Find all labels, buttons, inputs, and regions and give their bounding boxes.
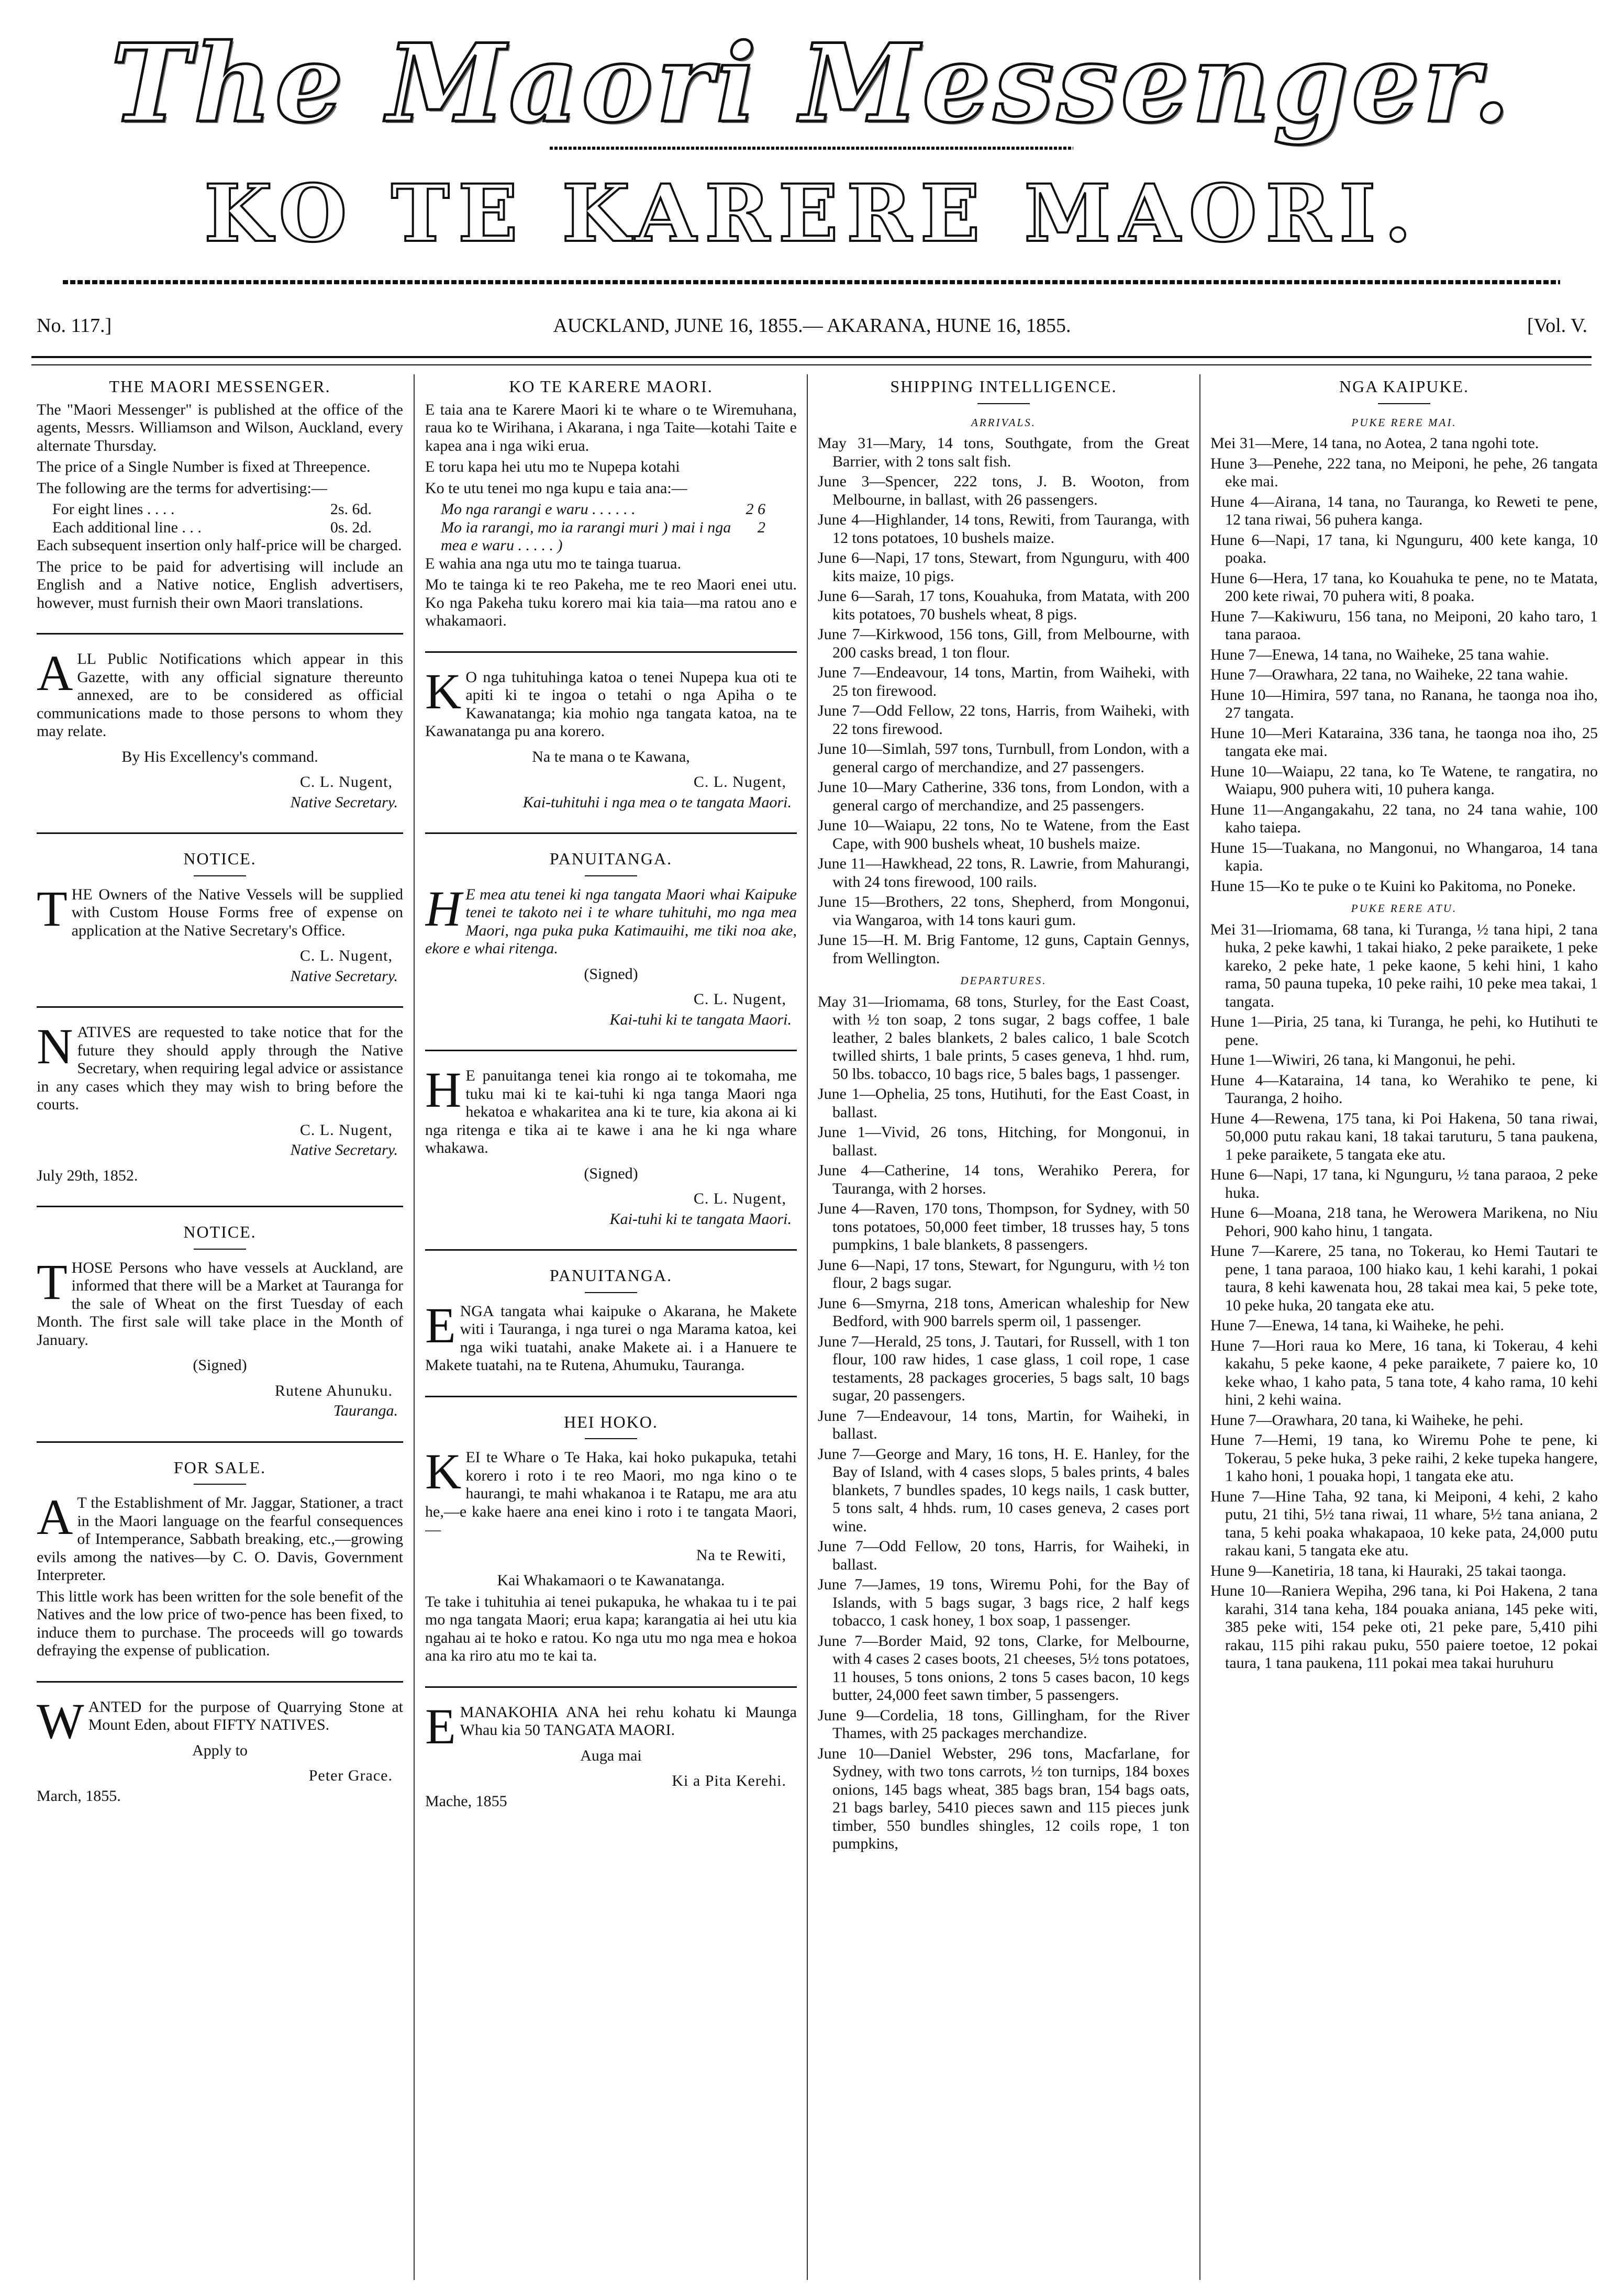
price-value: 0s. 2d. (330, 518, 372, 536)
shipping-entry: Hune 7—Kakiwuru, 156 tana, no Meiponi, 20 kaho taro, 1 tana paraoa. (1210, 607, 1598, 643)
shipping-entry: Hune 7—Enewa, 14 tana, ki Waiheke, he pehi. (1210, 1317, 1505, 1334)
section-rule (425, 1686, 797, 1688)
masthead-rule (550, 147, 1073, 150)
signature: C. L. Nugent, (693, 991, 786, 1008)
panuitanga-section (425, 1062, 797, 1228)
wanted-section (425, 1698, 797, 1811)
hei-hoko-section (425, 1413, 797, 1665)
signature: Rutene Ahunuku. (275, 1382, 393, 1399)
departures-list (1210, 921, 1598, 1673)
price-label: For eight lines . . . . (52, 500, 175, 518)
shipping-entry: June 10—Waiapu, 22 tons, No te Watene, from the East Cape, with 900 bushels wheat, 10 bushels maize. (818, 817, 1189, 852)
section-rule (425, 1249, 797, 1251)
section-rule (425, 1396, 797, 1397)
shipping-entry: June 7—Kirkwood, 156 tons, Gill, from Melbourne, with 200 casks bread, 1 ton flour. (818, 626, 1189, 661)
signature-title: Kai-tuhi ki te tangata Maori. (609, 1010, 792, 1028)
paragraph: ALL Public Notifications which appear in this Gazette, with any official signature thereunto annexed, are to be considered as official communications made to those persons to whom they may relate. (37, 645, 403, 740)
paragraph: HE panuitanga tenei kia rongo ai te tokomaha, me tuku mai ki te kai-tuhi ki nga tanga Maori nga hekatoa e whakaritea ana ki te ture, kia akona ai ki nga ritenga e tika ai te kawe i ana he ki nga whare whakawa. (425, 1062, 797, 1156)
section-heading: KO TE KARERE MAORI. (509, 377, 713, 396)
shipping-entry: June 7—Endeavour, 14 tons, Martin, for Waiheki, in ballast. (818, 1407, 1189, 1442)
shipping-entry: June 7—Herald, 25 tons, J. Tautari, for Russell, with 1 ton flour, 100 raw hides, 1 case glass, 1 coil rope, 1 case testaments, 28 packages groceries, 5 bags salt, 10 bags sugar, 20 passengers. (818, 1332, 1189, 1404)
shipping-entry: June 6—Napi, 17 tons, Stewart, for Ngunguru, with ½ ton flour, 2 bags sugar. (818, 1256, 1189, 1292)
notice-date: Mache, 1855 (425, 1792, 507, 1810)
column-divider (1199, 374, 1200, 2280)
paragraph: The price to be paid for advertising will include an English and a Native notice, English advertisers, however, must furnish their own Maori translations. (37, 558, 403, 611)
shipping-entry: Hune 10—Himira, 597 tana, no Ranana, he taonga noa iho, 27 tangata. (1210, 686, 1598, 721)
signature: Peter Grace. (308, 1767, 393, 1784)
issue-volume: [Vol. V. (1527, 315, 1587, 337)
apply-line: Apply to (192, 1741, 248, 1759)
section-heading: NGA KAIPUKE. (1339, 377, 1469, 396)
paragraph: ENGA tangata whai kaipuke o Akarana, he Makete witi i Tauranga, i nga turei o nga Marama katoa, kei nga wiki tuatahi, anake Makete ai. i a Hanuere te Makete tuatahi, na te Rutena, Ahumuku, Tauranga. (425, 1297, 797, 1374)
paragraph: WANTED for the purpose of Quarrying Stone at Mount Eden, about FIFTY NATIVES. (37, 1693, 403, 1749)
shipping-entry: June 6—Sarah, 17 tons, Kouahuka, from Matata, with 200 kits potatoes, 70 bushels wheat, 8 pigs. (818, 587, 1189, 623)
shipping-entry: June 3—Spencer, 222 tons, J. B. Wooton, from Melbourne, in ballast, with 26 passengers. (818, 473, 1189, 508)
notice-section (37, 1223, 403, 1420)
public-notification (37, 645, 403, 811)
shipping-entry: Hune 1—Wiwiri, 26 tana, ki Mangonui, he pehi. (1210, 1051, 1516, 1069)
departures-heading: DEPARTURES. (960, 974, 1047, 987)
signature: C. L. Nugent, (299, 1121, 393, 1139)
shipping-entry: Hune 4—Airana, 14 tana, no Tauranga, ko Reweti te pene, 12 tana riwai, 56 puhera kanga. (1210, 493, 1598, 528)
shipping-entry: Mei 31—Mere, 14 tana, no Aotea, 2 tana ngohi tote. (1210, 435, 1539, 452)
paragraph: AT the Establishment of Mr. Jaggar, Stationer, a tract in the Maori language on the fearful consequences of Intemperance, Sabbath breaking, etc.,—growing evils among the natives—by C. O. Davis, Government Interpreter. (37, 1489, 403, 1584)
shipping-entry: June 6—Smyrna, 218 tons, American whaleship for New Bedford, with 900 barrels sperm oil, 1 passenger. (818, 1294, 1189, 1330)
command-line: Na te mana o te Kawana, (532, 748, 690, 765)
masthead-subtitle: KO TE KARERE MAORI. (204, 168, 1420, 260)
signature: C. L. Nugent, (693, 1190, 786, 1207)
shipping-entry: June 7—Endeavour, 14 tons, Martin, from Waiheki, with 25 ton firewood. (818, 664, 1189, 699)
about-section (37, 377, 403, 612)
shipping-entry: Hune 6—Napi, 17 tana, ki Ngunguru, ½ tana paraoa, 2 peke huka. (1210, 1166, 1598, 1201)
section-heading: HEI HOKO. (564, 1412, 658, 1431)
paragraph: Ko te utu tenei mo nga kupu e taia ana:— (425, 479, 687, 497)
shipping-entry: June 1—Ophelia, 25 tons, Hutihuti, for the East Coast, in ballast. (818, 1085, 1189, 1121)
masthead-rule (63, 280, 1560, 284)
signature-place: Tauranga. (333, 1402, 398, 1419)
paragraph: The following are the terms for advertising:— (37, 479, 327, 497)
section-rule (37, 1206, 403, 1207)
issue-date: AUCKLAND, JUNE 16, 1855.— AKARANA, HUNE 16, 1855. (553, 315, 1071, 337)
paragraph: THOSE Persons who have vessels at Auckland, are informed that there will be a Market at Tauranga for the sale of Wheat on the first Tuesday of each Month. The first sale will take place in the Month of January. (37, 1253, 403, 1349)
signature-title: Native Secretary. (290, 1141, 398, 1159)
for-sale-section (37, 1459, 403, 1660)
price-row (37, 500, 403, 519)
shipping-entry: June 7—Odd Fellow, 20 tons, Harris, for Waiheki, in ballast. (818, 1538, 1189, 1573)
signed-line: (Signed) (584, 1164, 638, 1182)
short-rule (585, 1292, 637, 1293)
signature-title: Native Secretary. (290, 793, 398, 811)
shipping-entry: Hune 10—Waiapu, 22 tana, ko Te Watene, te rangatira, no Waiapu, 900 puhera witi, 10 puhera kanga. (1210, 762, 1598, 798)
column-divider (807, 374, 808, 2280)
price-value: 2 6 (746, 500, 765, 518)
shipping-entry: Hune 7—Enewa, 14 tana, no Waiheke, 25 tana wahie. (1210, 646, 1549, 663)
shipping-entry: June 7—Odd Fellow, 22 tons, Harris, from Waiheki, with 22 tons firewood. (818, 702, 1189, 738)
section-heading: NOTICE. (183, 849, 257, 868)
paragraph: Mo te tainga ki te reo Pakeha, me te reo Maori enei utu. Ko nga Pakeha tuku korero mai kia taia—ma ratou ano e whakamaori. (425, 576, 797, 629)
paragraph: KEI te Whare o Te Haka, kai hoko pukapuka, tetahi korero i roto i te reo Maori, mo nga kino o te haurangi, te mahi whakanoa i te Ratapu, me ara atu he,—e kake haere ana enei kino i roto i te tangata Maori,— (425, 1443, 797, 1538)
shipping-entry: Hune 10—Raniera Wepiha, 296 tana, ki Poi Hakena, 2 tana karahi, 314 tana keha, 184 pouaka aniana, 145 peke witi, 385 peke witi, 154 peke oti, 21 peke pare, 5,410 pihi rakau, 115 pihi rakau puku, 550 paiere toetoe, 12 pokai taura, 1 tana paukena, 111 pokai mea takai huruhuru (1210, 1582, 1598, 1672)
shipping-entry: Mei 31—Iriomama, 68 tana, ki Turanga, ½ tana hipi, 2 tana huka, 2 peke kawhi, 1 takai hiako, 2 peke paraikete, 1 peke kareko, 2 peke hate, 1 peke kaone, 5 kehi hini, 1 kaho rama, 50 pauna tupeka, 10 peke raihi, 10 peke mea takai, 1 tangata. (1210, 920, 1598, 1010)
arrivals-list (1210, 435, 1598, 895)
shipping-entry: June 7—Border Maid, 92 tons, Clarke, for Melbourne, with 4 cases 2 cases boots, 21 cheeses, 5½ tons potatoes, 11 houses, 5 tons onions, 2 tons 5 cases bacon, 10 kegs butter, 24,000 feet sawn timber, 5 passengers. (818, 1632, 1189, 1704)
paragraph: E wahia ana nga utu mo te tainga tuarua. (425, 554, 681, 572)
shipping-entry: Hune 1—Piria, 25 tana, ki Turanga, he pehi, ko Hutihuti te pene. (1210, 1013, 1598, 1049)
notice-section (37, 850, 403, 985)
paragraph: E taia ana te Karere Maori ki te whare o te Wiremuhana, raua ko te Wirihana, i Akarana, i nga Taite—kotahi Taite e kapea ana i nga wiki erua. (425, 400, 797, 454)
section-rule (425, 832, 797, 834)
shipping-entry: Hune 7—Karere, 25 tana, no Tokerau, ko Hemi Tautari te pene, 1 tana paraoa, 100 hiako kau, 1 kehi karahi, 1 pokai taura, 8 kehi kawenata hou, 28 takai mea kai, 5 peke tote, 10 peke huka, 20 tangata eke atu. (1210, 1242, 1598, 1314)
signed-line: (Signed) (584, 965, 638, 983)
notice-date: July 29th, 1852. (37, 1166, 138, 1184)
issue-number: No. 117.] (37, 315, 112, 337)
section-rule (37, 832, 403, 834)
shipping-entry: Hune 6—Hera, 17 tana, ko Kouahuka te pene, no te Matata, 200 kete riwai, 70 puhera witi, 8 poaka. (1210, 569, 1598, 605)
price-value: 2 (758, 518, 765, 536)
section-rule (37, 633, 403, 635)
shipping-entry: June 7—James, 19 tons, Wiremu Pohi, for the Bay of Islands, with 5 bags sugar, 3 bags rice, 2 half kegs tobacco, 1 cask honey, 1 box soap, 1 passenger. (818, 1576, 1189, 1629)
shipping-entry: Hune 10—Meri Kataraina, 336 tana, he taonga noa iho, 25 tangata eke mai. (1210, 724, 1598, 760)
departures-list (818, 993, 1189, 1853)
signature: C. L. Nugent, (693, 773, 786, 791)
paragraph: E toru kapa hei utu mo te Nupepa kotahi (425, 458, 680, 475)
price-label: Each additional line . . . (52, 518, 202, 536)
shipping-entry: Hune 15—Ko te puke o te Kuini ko Pakitoma, no Poneke. (1210, 877, 1576, 895)
section-heading: SHIPPING INTELLIGENCE. (890, 377, 1117, 396)
shipping-entry: Hune 6—Moana, 218 tana, he Werowera Marikena, no Niu Pehori, 900 kaho hinu, 1 tangata. (1210, 1204, 1598, 1240)
section-rule (425, 651, 797, 653)
signature: C. L. Nugent, (299, 773, 393, 791)
price-row (37, 519, 403, 537)
shipping-entry: June 15—H. M. Brig Fantome, 12 guns, Captain Gennys, from Wellington. (818, 931, 1189, 967)
shipping-entry: May 31—Mary, 14 tons, Southgate, from the Great Barrier, with 2 tons salt fish. (818, 435, 1189, 470)
signature-title: Kai Whakamaori o te Kawanatanga. (497, 1572, 725, 1589)
natives-notice (37, 1018, 403, 1185)
shipping-entry: Hune 9—Kanetiria, 18 tana, ki Hauraki, 25 takai taonga. (1210, 1562, 1566, 1579)
short-rule (194, 1484, 246, 1485)
paragraph: This little work has been written for the sole benefit of the Natives and the low price of two-pence has been fixed, to induce them to purchase. The proceeds will go towards defraying the expense of publication. (37, 1587, 403, 1659)
paragraph: EMANAKOHIA ANA hei rehu kohatu ki Maunga Whau kia 50 TANGATA MAORI. (425, 1698, 797, 1754)
shipping-entry: Hune 7—Orawhara, 22 tana, no Waiheke, 22 tana wahie. (1210, 666, 1569, 683)
column-nga-kaipuke (1210, 374, 1598, 2280)
section-rule (37, 1681, 403, 1683)
apply-line: Auga mai (580, 1746, 642, 1764)
section-rule (425, 1050, 797, 1051)
shipping-entry: Hune 7—Hine Taha, 92 tana, ki Meiponi, 4 kehi, 2 kaho putu, 21 tihi, 5½ tana riwai, 11 whare, 5½ tana aniana, 2 tana, 5 kehi poaka whakapaoa, 10 keke pata, 24,000 putu rakau kani, 5 tangata eke atu. (1210, 1487, 1598, 1559)
arrivals-heading: PUKE RERE MAI. (1351, 416, 1457, 429)
shipping-entry: June 4—Highlander, 14 tons, Rewiti, from Tauranga, with 12 tons potatoes, 10 bushels maize. (818, 511, 1189, 547)
column-shipping-intelligence (818, 374, 1189, 2280)
shipping-entry: June 11—Hawkhead, 22 tons, R. Lawrie, from Mahurangi, with 24 tons firewood, 100 rails. (818, 855, 1189, 891)
shipping-entry: Hune 7—Orawhara, 20 tana, ki Waiheke, he pehi. (1210, 1411, 1523, 1429)
paragraph: The "Maori Messenger" is published at the office of the agents, Messrs. Williamson and Wilson, Auckland, every alternate Thursday. (37, 400, 403, 454)
shipping-entry: Hune 15—Tuakana, no Mangonui, no Whangaroa, 14 tana kapia. (1210, 839, 1598, 874)
shipping-entry: June 6—Napi, 17 tons, Stewart, from Ngunguru, with 400 kits maize, 10 pigs. (818, 549, 1189, 585)
shipping-entry: Hune 4—Kataraina, 14 tana, ko Werahiko te pene, ki Tauranga, 2 hoiho. (1210, 1071, 1598, 1107)
panuitanga-section (425, 850, 797, 1029)
arrivals-list (818, 435, 1189, 967)
short-rule (977, 403, 1030, 404)
shipping-entry: Hune 3—Penehe, 222 tana, no Meiponi, he pehe, 26 tangata eke mai. (1210, 454, 1598, 490)
about-section (425, 377, 797, 630)
shipping-entry: June 15—Brothers, 22 tons, Shepherd, from Mongonui, via Wangaroa, with 14 tons kauri gum. (818, 893, 1189, 929)
panuitanga-section (425, 1266, 797, 1375)
masthead-title: The Maori Messenger. (110, 21, 1514, 147)
shipping-entry: Hune 7—Hori raua ko Mere, 16 tana, ki Tokerau, 4 kehi kakahu, 5 peke kaone, 4 peke paraikete, 7 paiere ko, 10 keke whao, 1 kaho pata, 5 tana tote, 4 kaho rama, 10 kehi hini, 2 kehi waina. (1210, 1337, 1598, 1408)
section-heading: THE MAORI MESSENGER. (109, 377, 331, 396)
shipping-entry: June 9—Cordelia, 18 tons, Gillingham, for the River Thames, with 25 packages merchandize. (818, 1706, 1189, 1742)
paragraph: THE Owners of the Native Vessels will be supplied with Custom House Forms free of expense on application at the Native Secretary's Office. (37, 880, 403, 939)
shipping-entry: June 7—George and Mary, 16 tons, H. E. Hanley, for the Bay of Island, with 4 cases slops, 5 bales prints, 4 bales blankets, 7 bundles spades, 10 kegs nails, 1 cask butter, 5 tons salt, 4 hhds. rum, 10 cases geneva, 2 cases port wine. (818, 1445, 1189, 1535)
shipping-entry: Hune 4—Rewena, 175 tana, ki Poi Hakena, 50 tana riwai, 50,000 putu rakau kani, 18 takai taruturu, 5 tana paukena, 1 peke paraikete, 5 tangata eke atu. (1210, 1109, 1598, 1163)
column-maori-notices (425, 374, 797, 2280)
signature-title: Native Secretary. (290, 967, 398, 985)
price-value: 2s. 6d. (330, 500, 372, 518)
dateline-rule (31, 356, 1592, 365)
paragraph: Te take i tuhituhia ai tenei pukapuka, he whakaa tu i te pai mo nga tangata Maori; erua kapa; karangatia ai hei utu kia ngahau ai te hoko e ratou. Ko nga utu mo nga mea e hokoa ana ka riro atu mo te kai ta. (425, 1593, 797, 1664)
wanted-section (37, 1693, 403, 1806)
arrivals-heading: ARRIVALS. (971, 416, 1036, 429)
shipping-entry: June 4—Catherine, 14 tons, Werahiko Perera, for Tauranga, with 2 horses. (818, 1162, 1189, 1197)
price-label: Mo ia rarangi, mo ia rarangi muri ) mai i nga mea e waru . . . . . ) (441, 518, 731, 554)
column-english-notices (37, 374, 403, 2280)
paragraph: NATIVES are requested to take notice that for the future they should apply through the Native Secretary, when requiring legal advice or assistance in any cases which they may wish to bring before the courts. (37, 1018, 403, 1113)
paragraph: KO nga tuhituhinga katoa o tenei Nupepa kua oti te apiti ki te ingoa o tetahi o nga Apiha o te Kawanatanga; kia mohio nga tangata katoa, na te Kawanatanga pu ana korero. (425, 663, 797, 740)
price-row (425, 519, 797, 555)
shipping-entry: Hune 11—Angangakahu, 22 tana, no 24 tana wahie, 100 kaho taiepa. (1210, 800, 1598, 836)
section-heading: NOTICE. (183, 1222, 257, 1241)
column-divider (414, 374, 415, 2280)
short-rule (1378, 403, 1430, 404)
section-heading: PANUITANGA. (549, 1266, 673, 1285)
section-heading: FOR SALE. (173, 1457, 266, 1477)
signed-line: (Signed) (193, 1356, 247, 1374)
short-rule (194, 1249, 246, 1250)
section-rule (37, 1006, 403, 1008)
shipping-entry: June 10—Daniel Webster, 296 tons, Macfarlane, for Sydney, with two tons carrots, ½ ton turnips, 184 boxes onions, 145 bags wheat, 385 bags bran, 154 bags oats, 21 bags barley, 5410 pieces sawn and 115 pieces junk timber, 550 bundles shingles, 12 coils rope, 1 ton pumpkins, (818, 1744, 1189, 1852)
signature: C. L. Nugent, (299, 947, 393, 964)
command-line: By His Excellency's command. (121, 748, 318, 765)
shipping-entry: June 4—Raven, 170 tons, Thompson, for Sydney, with 50 tons potatoes, 50,000 feet timber, 18 trusses hay, 5 tons pumpkins, 1 bale blankets, 8 passengers. (818, 1200, 1189, 1253)
shipping-entry: June 10—Simlah, 597 tons, Turnbull, from London, with a general cargo of merchandize, and 27 passengers. (818, 740, 1189, 776)
signature: Na te Rewiti, (696, 1546, 786, 1564)
shipping-entry: June 10—Mary Catherine, 336 tons, from London, with a general cargo of merchandize, and 25 passengers. (818, 778, 1189, 814)
shipping-entry: Hune 7—Hemi, 19 tana, ko Wiremu Pohe te pene, ki Tokerau, 5 peke huka, 3 peke raihi, 2 keke tupeka hangere, 1 kaho honi, 1 pouaka hopi, 1 tangata eke atu. (1210, 1431, 1598, 1485)
shipping-entry: June 1—Vivid, 26 tons, Hitching, for Mongonui, in ballast. (818, 1123, 1189, 1159)
price-label: Mo nga rarangi e waru . . . . . . (441, 500, 636, 518)
short-rule (585, 1438, 637, 1439)
public-notification (425, 663, 797, 812)
section-rule (37, 1441, 403, 1443)
paragraph: Each subsequent insertion only half-price will be charged. (37, 537, 402, 554)
short-rule (194, 875, 246, 876)
dateline (37, 314, 1587, 346)
short-rule (585, 875, 637, 876)
section-heading: PANUITANGA. (549, 849, 673, 868)
signature-title: Kai-tuhituhi i nga mea o te tangata Maori. (522, 793, 792, 811)
shipping-entry: May 31—Iriomama, 68 tons, Sturley, for the East Coast, with ½ ton soap, 2 tons sugar, 2 bags coffee, 1 bale leather, 2 bales blankets, 2 bales calico, 1 bale Scotch twilled shirts, 1 bale prints, 5 cases geneva, 1 hhd. rum, 50 lbs. tobacco, 10 bags rice, 5 bales bags, 1 passenger. (818, 993, 1189, 1083)
notice-date: March, 1855. (37, 1787, 121, 1805)
shipping-entry: Hune 6—Napi, 17 tana, ki Ngunguru, 400 kete kanga, 10 poaka. (1210, 531, 1598, 566)
signature-title: Kai-tuhi ki te tangata Maori. (609, 1210, 792, 1228)
signature: Ki a Pita Kerehi. (672, 1772, 786, 1789)
departures-heading: PUKE RERE ATU. (1351, 902, 1458, 915)
paragraph: The price of a Single Number is fixed at Threepence. (37, 458, 371, 475)
paragraph: HE mea atu tenei ki nga tangata Maori whai Kaipuke tenei te takoto nei i te whare tuhituhi, mo nga mea Maori, nga puka puka Katimauihi, me tiki noa ake, ekore e whai ritenga. (425, 880, 797, 957)
price-row (425, 500, 797, 519)
